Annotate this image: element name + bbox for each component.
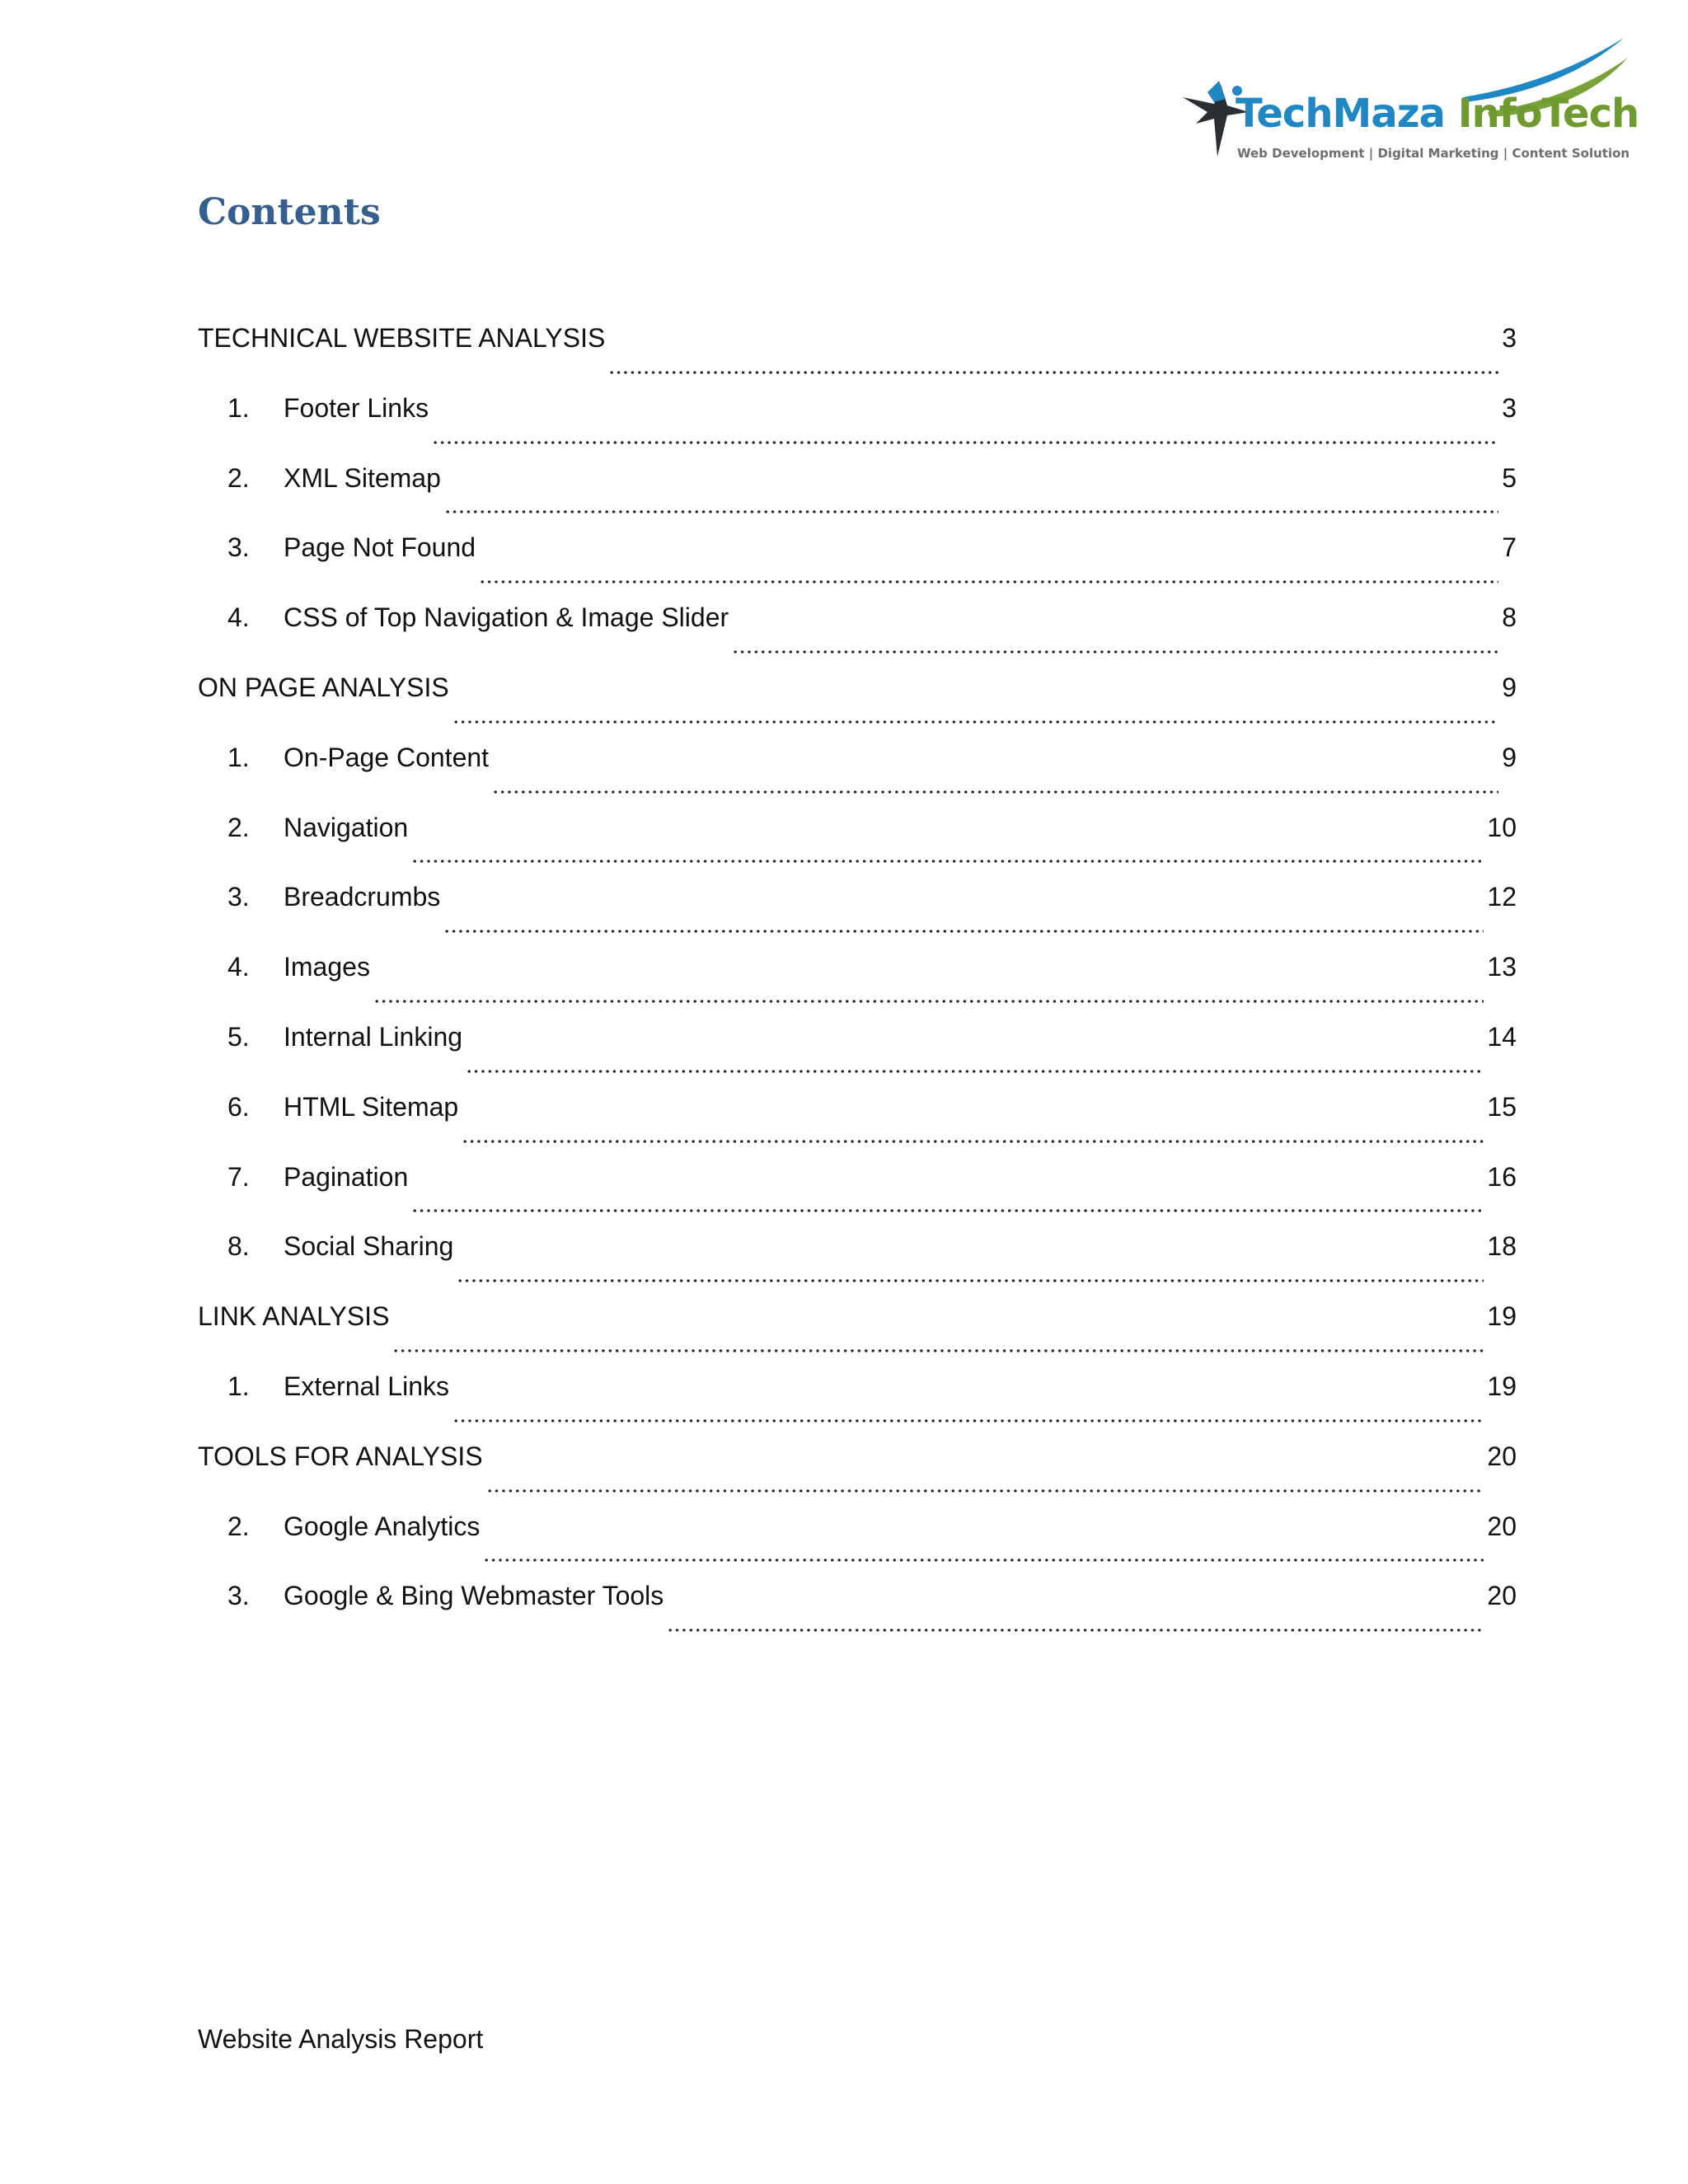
toc-dot-leader: [392, 1327, 1484, 1353]
toc-entry-title: Google Analytics: [284, 1511, 481, 1541]
toc-entry[interactable]: [198, 736, 1517, 806]
toc-entry-title: TECHNICAL WEBSITE ANALYSIS: [198, 323, 606, 353]
toc-entry-title: XML Sitemap: [284, 462, 441, 493]
logo-tagline: Web Development | Digital Marketing | Content Solution: [1237, 146, 1630, 161]
toc-entry-number: 1.: [227, 742, 250, 772]
company-logo: [1166, 33, 1639, 173]
toc-entry-number: 2.: [227, 1511, 250, 1541]
toc-entry-title: Internal Linking: [284, 1021, 463, 1052]
toc-dot-leader: [373, 977, 1484, 1004]
toc-entry[interactable]: [198, 1365, 1517, 1435]
toc-entry-title: TOOLS FOR ANALYSIS: [198, 1441, 483, 1471]
toc-entry[interactable]: [198, 1505, 1517, 1575]
toc-dot-leader: [486, 1467, 1484, 1493]
toc-entry[interactable]: [198, 1085, 1517, 1155]
toc-entry-title: Page Not Found: [284, 532, 476, 563]
toc-entry-title: Social Sharing: [284, 1231, 454, 1262]
table-of-contents: [198, 316, 1517, 1644]
toc-page-number: 13: [1487, 952, 1517, 982]
toc-dot-leader: [732, 628, 1498, 654]
toc-dot-leader: [667, 1606, 1484, 1633]
toc-entry-title: ON PAGE ANALYSIS: [198, 672, 449, 702]
toc-entry[interactable]: [198, 1435, 1517, 1505]
toc-entry-title: Pagination: [284, 1161, 409, 1192]
toc-page-number: 8: [1502, 602, 1517, 633]
logo-wordmark: [1236, 91, 1639, 137]
toc-entry[interactable]: [198, 387, 1517, 457]
toc-entry-title: HTML Sitemap: [284, 1091, 459, 1122]
toc-entry-number: 2.: [227, 462, 250, 493]
toc-entry-number: 8.: [227, 1231, 250, 1262]
toc-entry[interactable]: [198, 666, 1517, 736]
toc-dot-leader: [483, 1536, 1484, 1563]
toc-entry[interactable]: [198, 316, 1517, 387]
toc-entry[interactable]: [198, 526, 1517, 596]
toc-page-number: 19: [1487, 1371, 1517, 1401]
toc-entry-title: Footer Links: [284, 392, 429, 423]
toc-entry-number: 1.: [227, 1371, 250, 1401]
toc-entry-number: 2.: [227, 812, 250, 842]
toc-dot-leader: [452, 698, 1499, 724]
toc-entry-title: On-Page Content: [284, 742, 490, 772]
toc-page-number: 14: [1487, 1021, 1517, 1052]
toc-page-number: 5: [1502, 462, 1517, 493]
toc-entry-number: 5.: [227, 1021, 250, 1052]
toc-entry[interactable]: [198, 945, 1517, 1015]
toc-page-number: 7: [1502, 532, 1517, 563]
toc-entry[interactable]: [198, 806, 1517, 876]
toc-dot-leader: [443, 907, 1484, 934]
toc-entry-number: 7.: [227, 1161, 250, 1192]
toc-dot-leader: [479, 558, 1498, 584]
toc-page-number: 3: [1502, 323, 1517, 353]
toc-entry-title: External Links: [284, 1371, 449, 1401]
logo-name-part1: TechMaza: [1236, 91, 1446, 137]
toc-entry-number: 3.: [227, 1581, 250, 1611]
toc-page-number: 3: [1502, 392, 1517, 423]
toc-dot-leader: [411, 1187, 1484, 1213]
toc-entry-title: LINK ANALYSIS: [198, 1301, 390, 1332]
toc-entry-number: 3.: [227, 882, 250, 912]
toc-page-number: 9: [1502, 672, 1517, 702]
toc-page-number: 19: [1487, 1301, 1517, 1332]
toc-page-number: 15: [1487, 1091, 1517, 1122]
toc-entry-number: 3.: [227, 532, 250, 563]
toc-page-number: 12: [1487, 882, 1517, 912]
toc-entry[interactable]: [198, 1015, 1517, 1085]
toc-dot-leader: [457, 1257, 1484, 1283]
toc-dot-leader: [492, 768, 1498, 794]
toc-entry[interactable]: [198, 457, 1517, 527]
toc-entry[interactable]: [198, 875, 1517, 945]
toc-entry-number: 6.: [227, 1091, 250, 1122]
toc-page-number: 18: [1487, 1231, 1517, 1262]
toc-dot-leader: [452, 1397, 1484, 1423]
toc-entry[interactable]: [198, 1295, 1517, 1365]
toc-entry[interactable]: [198, 1155, 1517, 1226]
toc-page-number: 9: [1502, 742, 1517, 772]
toc-dot-leader: [432, 419, 1498, 445]
toc-dot-leader: [444, 488, 1498, 514]
toc-dot-leader: [411, 837, 1484, 864]
toc-entry-number: 4.: [227, 952, 250, 982]
toc-entry-title: CSS of Top Navigation & Image Slider: [284, 602, 729, 633]
page-title: Contents: [198, 191, 381, 233]
toc-entry[interactable]: [198, 596, 1517, 666]
page-footer: Website Analysis Report: [198, 2024, 484, 2054]
toc-entry-title: Google & Bing Webmaster Tools: [284, 1581, 664, 1611]
toc-dot-leader: [608, 349, 1498, 375]
toc-page-number: 20: [1487, 1581, 1517, 1611]
toc-dot-leader: [462, 1118, 1484, 1144]
toc-page-number: 20: [1487, 1511, 1517, 1541]
toc-entry-number: 4.: [227, 602, 250, 633]
toc-entry-number: 1.: [227, 392, 250, 423]
toc-entry-title: Images: [284, 952, 370, 982]
toc-entry[interactable]: [198, 1225, 1517, 1295]
toc-dot-leader: [466, 1047, 1484, 1074]
toc-entry-title: Breadcrumbs: [284, 882, 441, 912]
logo-name-part2: InfoTech: [1457, 91, 1639, 137]
toc-page-number: 16: [1487, 1161, 1517, 1192]
toc-entry[interactable]: [198, 1574, 1517, 1644]
toc-entry-title: Navigation: [284, 812, 409, 842]
toc-page-number: 10: [1487, 812, 1517, 842]
toc-page-number: 20: [1487, 1441, 1517, 1471]
